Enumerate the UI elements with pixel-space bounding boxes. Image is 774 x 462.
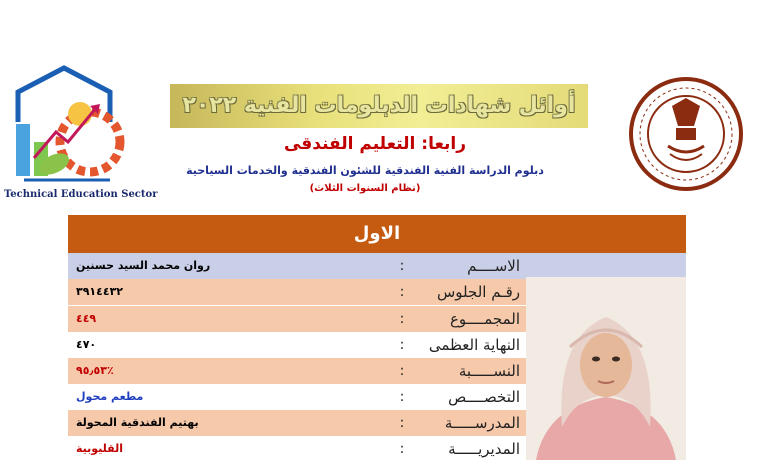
banner-title: أوائل شهادات الدبلومات الفنية ٢٠٢٢ bbox=[182, 93, 576, 118]
photo-frame-top bbox=[526, 253, 686, 277]
row-colon: : bbox=[380, 358, 424, 384]
row-colon: : bbox=[380, 436, 424, 462]
technical-education-sector-logo bbox=[4, 62, 158, 204]
student-photo-image bbox=[526, 277, 686, 460]
row-label: التخصــــص bbox=[424, 384, 526, 410]
ministry-seal-icon bbox=[628, 76, 744, 192]
row-percentage bbox=[68, 358, 526, 384]
row-value: روان محمد السيد حسنين bbox=[76, 259, 211, 272]
section-subtitle: رابعا: التعليم الفندقى bbox=[283, 134, 467, 154]
row-label: الاســــم bbox=[424, 253, 526, 279]
row-specialization bbox=[68, 384, 526, 410]
diploma-title: دبلوم الدراسة الفنية الفندقية للشئون الفندقية والخدمات السياحية bbox=[186, 164, 544, 177]
row-label: النهاية العظمى bbox=[424, 332, 526, 358]
row-colon: : bbox=[380, 332, 424, 358]
sector-logo-icon bbox=[4, 62, 130, 190]
row-value: ٤٤٩ bbox=[76, 312, 97, 325]
row-colon: : bbox=[380, 410, 424, 436]
row-school bbox=[68, 410, 526, 436]
row-colon: : bbox=[380, 384, 424, 410]
row-max-score bbox=[68, 332, 526, 358]
row-value: القليوبية bbox=[76, 442, 123, 455]
row-label: المديريـــــة bbox=[424, 436, 526, 462]
row-label: النســـــبة bbox=[424, 358, 526, 384]
row-value: ٪٩٥٫٥٣ bbox=[76, 364, 114, 377]
row-value: مطعم محول bbox=[76, 390, 144, 403]
rank-header: الاول bbox=[68, 215, 686, 253]
row-value: ٣٩١٤٤٣٢ bbox=[76, 285, 123, 298]
row-colon: : bbox=[380, 253, 424, 279]
row-label: المدرســـــة bbox=[424, 410, 526, 436]
student-photo bbox=[526, 277, 686, 460]
row-label: رقـم الجلوس bbox=[424, 279, 526, 305]
row-value: بهتيم الفندقية المحولة bbox=[76, 416, 199, 429]
sector-caption: Technical Education Sector bbox=[4, 189, 158, 200]
row-directorate bbox=[68, 436, 526, 462]
system-note: (نظام السنوات الثلاث) bbox=[309, 183, 421, 194]
row-total bbox=[68, 306, 526, 332]
row-name bbox=[68, 253, 526, 279]
row-colon: : bbox=[380, 306, 424, 332]
ministry-seal bbox=[628, 76, 744, 192]
row-value: ٤٧٠ bbox=[76, 338, 97, 351]
row-seat-number bbox=[68, 279, 526, 305]
row-label: المجمــــوع bbox=[424, 306, 526, 332]
row-colon: : bbox=[380, 279, 424, 305]
